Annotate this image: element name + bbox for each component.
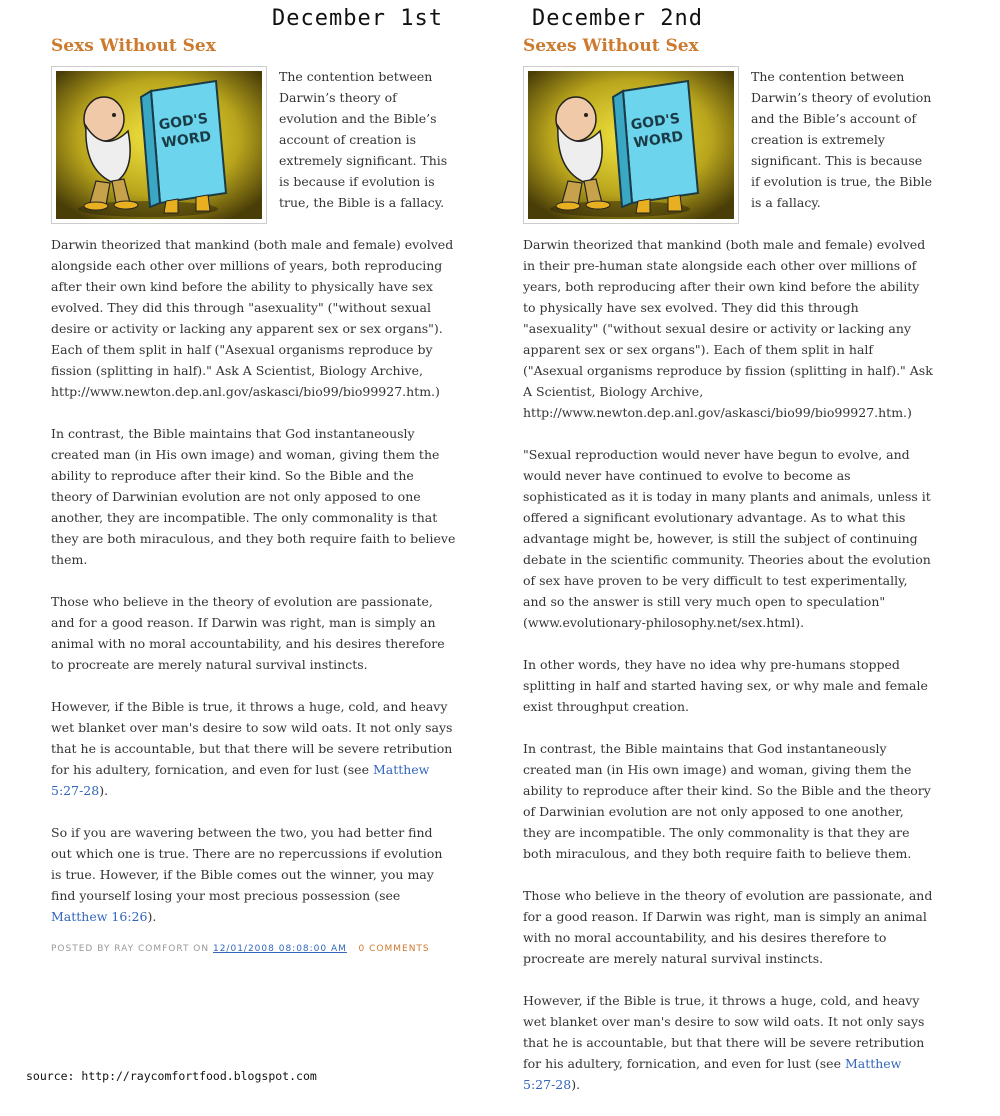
book-label-line1: GOD'S — [629, 110, 682, 134]
paragraph: Those who believe in the theory of evolution are passionate, and for a good reason. If Darwin was right, man is simply an animal with no moral accountability, and his desires therefore to procreate are merely natural survival instincts. — [51, 594, 445, 672]
source-caption: source: http://raycomfortfood.blogspot.com — [26, 1069, 317, 1083]
paragraph: In contrast, the Bible maintains that God instantaneously created man (in His own image) and woman, giving them the ability to reproduce after their kind. So the Bible and the theory of Darwinian evolution are not only apposed to one another, they are incompatible. The only commonality is that they are both miraculous, and they both require faith to believe them. — [523, 741, 931, 861]
paragraph: Darwin theorized that mankind (both male and female) evolved in their pre-human state alongside each other over millions of years, both reproducing after their own kind before the ability to physically have sex evolved. They did this through "asexuality" ("without sexual desire or activity or lacking any apparent sex or sex organs"). Each of them split in half ("Asexual organisms reproduce by fission (splitting in half)." Ask A Scientist, Biology Archive, http://www.newton.dep.anl.gov/askasci/bio99/bio99927.htm.) — [523, 237, 933, 420]
post-image[interactable] — [51, 66, 267, 224]
paragraph: The contention between Darwin’s theory of evolution and the Bible’s account of creation is extremely significant. This is because if evolution is true, the Bible is a fallacy. — [279, 69, 448, 210]
paragraph-end: ). — [99, 783, 109, 798]
scripture-link[interactable]: Matthew 5:27-28 — [523, 1056, 902, 1092]
paragraph-end: ). — [571, 1077, 581, 1092]
post-footer — [51, 944, 456, 954]
paragraph-text: However, if the Bible is true, it throws a huge, cold, and heavy wet blanket over man's desire to sow wild oats. It not only says that he is accountable, but that there will be severe retribution for his adultery, fornication, and even for lust (see — [51, 699, 453, 777]
right-post — [523, 34, 933, 1116]
left-post-title[interactable]: Sexs Without Sex — [51, 36, 216, 56]
paragraph — [51, 822, 456, 927]
book-label-line1: GOD'S — [157, 110, 210, 134]
paragraph: In contrast, the Bible maintains that God instantaneously created man (in His own image) and woman, giving them the ability to reproduce after their kind. So the Bible and the theory of Darwinian evolution are not only apposed to one another, they are incompatible. The only commonality is that they are both miraculous, and they both require faith to believe them. — [51, 426, 456, 567]
comments-link[interactable]: 0 COMMENTS — [358, 944, 430, 954]
cartoon-illustration — [56, 71, 262, 219]
post-image[interactable] — [523, 66, 739, 224]
posted-by-label: POSTED BY RAY COMFORT ON — [51, 944, 213, 954]
right-date-heading: December 2nd — [532, 6, 703, 31]
left-post-body — [51, 66, 456, 927]
cartoon-illustration — [528, 71, 734, 219]
paragraph — [523, 990, 933, 1095]
paragraph-text: However, if the Bible is true, it throws a huge, cold, and heavy wet blanket over man's desire to sow wild oats. It not only says that he is accountable, but that there will be severe retribution for his adultery, fornication, and even for lust (see — [523, 993, 925, 1071]
scripture-link[interactable]: Matthew 5:27-28 — [51, 762, 430, 798]
paragraph: Those who believe in the theory of evolution are passionate, and for a good reason. If Darwin was right, man is simply an animal with no moral accountability, and his desires therefore to procreate are merely natural survival instincts. — [523, 888, 933, 966]
paragraph: "Sexual reproduction would never have begun to evolve, and would never have continued to evolve to become as sophisticated as it is today in many plants and animals, unless it offered a significant evolutionary advantage. As to what this advantage might be, however, is still the subject of continuing debate in the scientific community. Theories about the evolution of sex have proven to be very difficult to test experimentally, and so the answer is still very much open to speculation" (www.evolutionary-philosophy.net/sex.html). — [523, 447, 931, 630]
left-date-heading: December 1st — [272, 6, 443, 31]
book-label-line2: WORD — [160, 128, 213, 152]
right-post-body — [523, 66, 933, 1095]
paragraph: The contention between Darwin’s theory of evolution and the Bible’s account of creation is extremely significant. This is because if evolution is true, the Bible is a fallacy. — [751, 69, 933, 210]
paragraph — [51, 696, 456, 801]
right-post-title[interactable]: Sexes Without Sex — [523, 36, 699, 56]
paragraph-text: So if you are wavering between the two, you had better find out which one is true. There are no repercussions if evolution is true. However, if the Bible comes out the winner, you may find yourself losing your most precious possession (see — [51, 825, 443, 903]
paragraph-end: ). — [147, 909, 157, 924]
book-label-line2: WORD — [632, 128, 685, 152]
paragraph: Darwin theorized that mankind (both male and female) evolved alongside each other over millions of years, both reproducing after their own kind before the ability to physically have sex evolved. They did this through "asexuality" ("without sexual desire or activity or lacking any apparent sex or sex organs"). Each of them split in half ("Asexual organisms reproduce by fission (splitting in half)." Ask A Scientist, Biology Archive, http://www.newton.dep.anl.gov/askasci/bio99/bio99927.htm.) — [51, 237, 454, 399]
paragraph: In other words, they have no idea why pre-humans stopped splitting in half and started having sex, or why male and female exist throughput creation. — [523, 657, 928, 714]
post-date-link[interactable]: 12/01/2008 08:08:00 AM — [212, 944, 347, 954]
left-post — [51, 34, 456, 954]
scripture-link[interactable]: Matthew 16:26 — [51, 909, 148, 924]
